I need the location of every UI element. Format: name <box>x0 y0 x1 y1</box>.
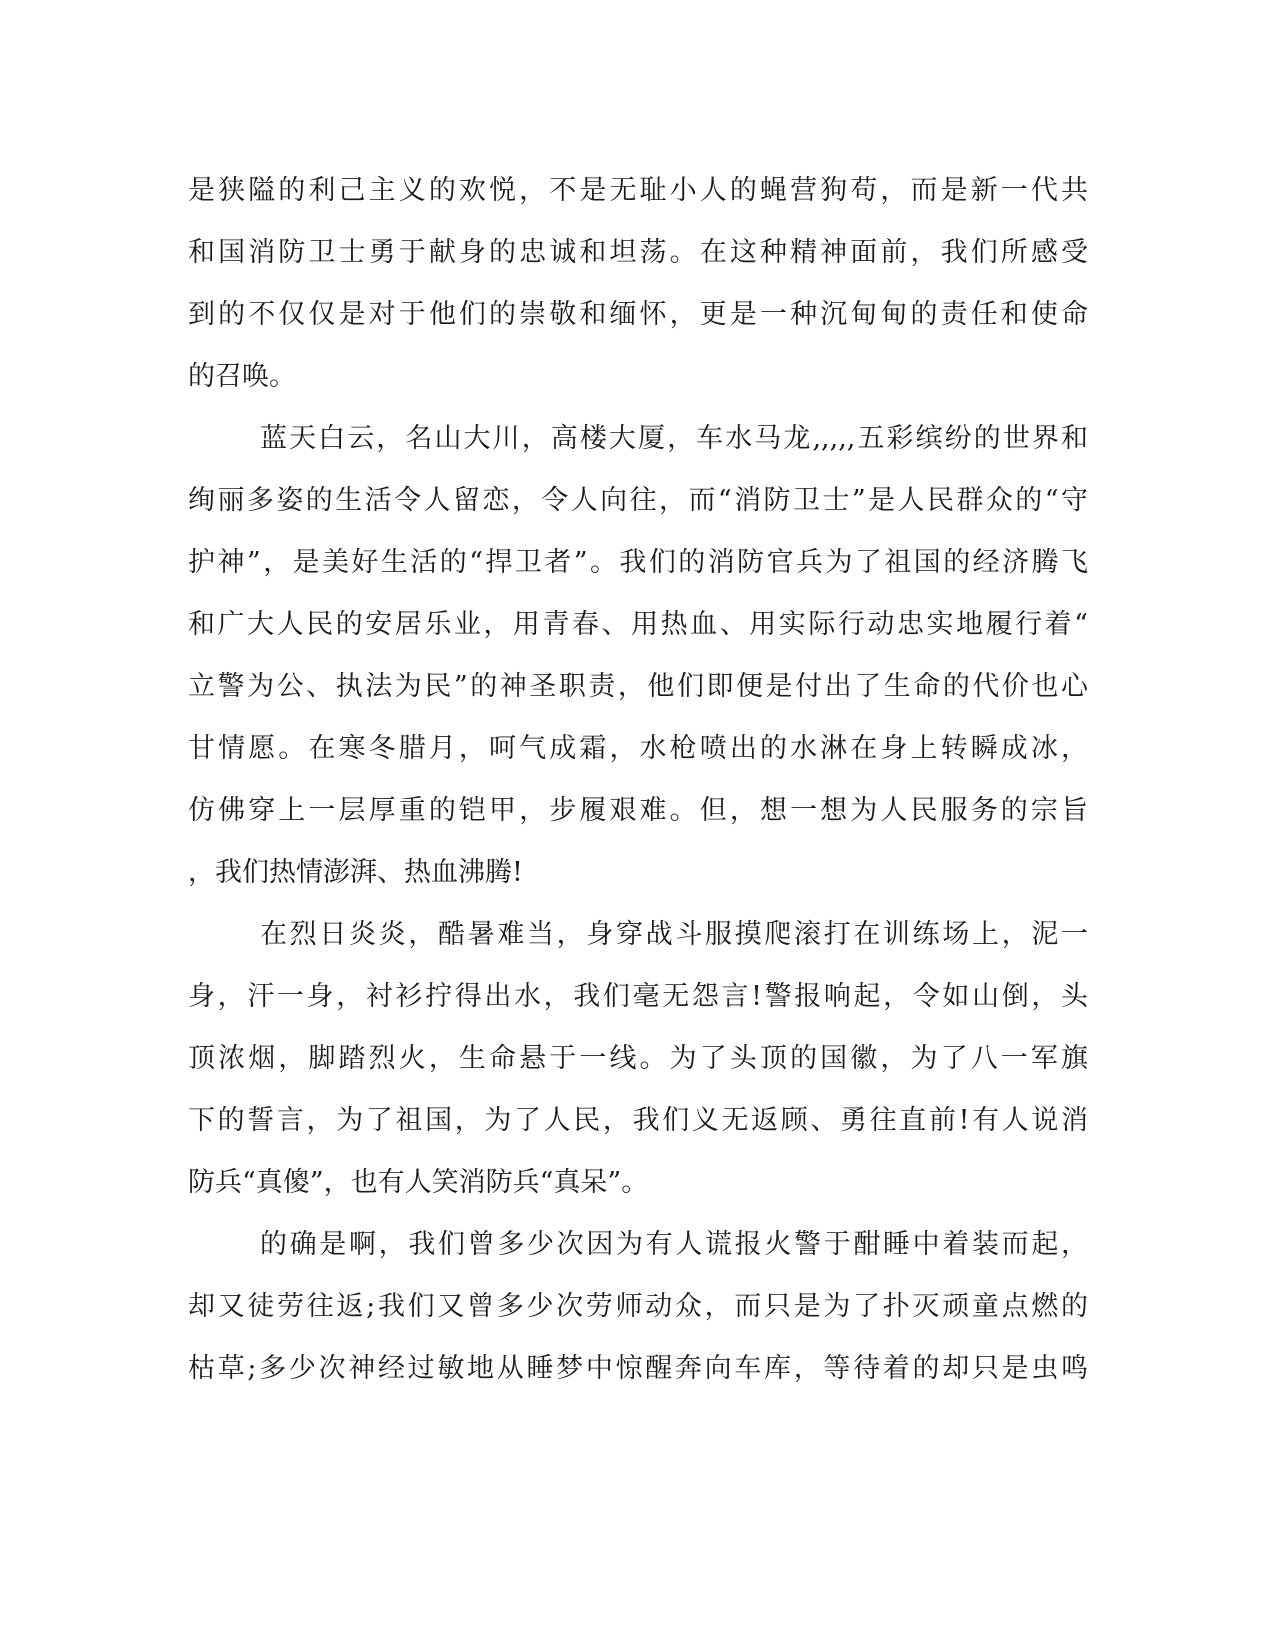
text-line: 的确是啊，我们曾多少次因为有人谎报火警于酣睡中着装而起， <box>260 1229 1088 1260</box>
text-line: ，我们热情澎湃、热血沸腾! <box>188 857 523 888</box>
text-line: 顶浓烟，脚踏烈火，生命悬于一线。为了头顶的国徽，为了八一军旗 <box>188 1043 1088 1074</box>
text-line: 立警为公、执法为民”的神圣职责，他们即便是付出了生命的代价也心 <box>188 671 1088 702</box>
text-line: 防兵“真傻”，也有人笑消防兵“真呆”。 <box>188 1167 649 1198</box>
text-line: 甘情愿。在寒冬腊月，呵气成霜，水枪喷出的水淋在身上转瞬成冰， <box>188 733 1088 764</box>
text-line: 下的誓言，为了祖国，为了人民，我们义无返顾、勇往直前!有人说消 <box>188 1105 1088 1136</box>
body-text <box>188 160 1088 1400</box>
text-line: 和国消防卫士勇于献身的忠诚和坦荡。在这种精神面前，我们所感受 <box>188 237 1088 268</box>
text-line: 的召唤。 <box>188 361 296 392</box>
text-line: 身，汗一身，衬衫拧得出水，我们毫无怨言!警报响起，令如山倒，头 <box>188 981 1088 1012</box>
text-line: 在烈日炎炎，酷暑难当，身穿战斗服摸爬滚打在训练场上，泥一 <box>260 919 1088 950</box>
text-line: 枯草;多少次神经过敏地从睡梦中惊醒奔向车库，等待着的却只是虫鸣 <box>188 1353 1088 1384</box>
text-line: 和广大人民的安居乐业，用青春、用热血、用实际行动忠实地履行着“ <box>188 609 1088 640</box>
text-line: 仿佛穿上一层厚重的铠甲，步履艰难。但，想一想为人民服务的宗旨 <box>188 795 1088 826</box>
text-line: 绚丽多姿的生活令人留恋，令人向往，而“消防卫士”是人民群众的“守 <box>188 485 1088 516</box>
text-line: 却又徒劳往返;我们又曾多少次劳师动众，而只是为了扑灭顽童点燃的 <box>188 1291 1088 1322</box>
text-line: 蓝天白云，名山大川，高楼大厦，车水马龙,,,,,五彩缤纷的世界和 <box>260 423 1088 454</box>
text-line: 护神”，是美好生活的“捍卫者”。我们的消防官兵为了祖国的经济腾飞 <box>188 547 1088 578</box>
text-line: 到的不仅仅是对于他们的崇敬和缅怀，更是一种沉甸甸的责任和使命 <box>188 299 1088 330</box>
text-line: 是狭隘的利己主义的欢悦，不是无耻小人的蝇营狗苟，而是新一代共 <box>188 175 1088 206</box>
